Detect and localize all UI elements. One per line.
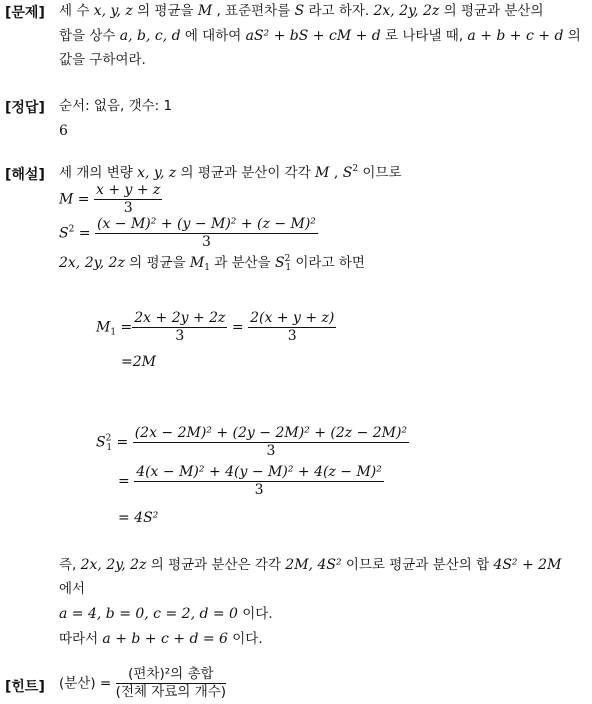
- problem-label: [문제]: [5, 5, 45, 21]
- variance-formula: $S^2$ = $\frac{\text{(x − M)² + (y − M)² + (z − M)²}}{3}$: [59, 216, 316, 250]
- answer-label: [정답]: [5, 100, 45, 116]
- conclusion-line-1: 즉, 2x, 2y, 2z 의 평균과 분산은 각각 2M, 4S² 이므로 평균과 분산의 합 4S² + 2M: [59, 557, 562, 573]
- hint-formula: (분산) = $\frac{\text{(편차)²의 총합}}{\text{(전체 자료의 개수)}}$: [59, 666, 227, 700]
- problem-line-3: 값을 구하여라.: [59, 52, 146, 68]
- problem-line-1: 세 수 x, y, z 의 평균을 M , 표준편차를 S 라고 하자. 2x, 2y, 2z 의 평균과 분산의: [59, 3, 544, 19]
- solution-label: [해설]: [5, 167, 45, 183]
- conclusion-line-4: 따라서 a + b + c + d = 6 이다.: [59, 631, 263, 647]
- m1-result: =2M: [121, 354, 156, 370]
- mean-formula: M = $\frac{x + y + z}{3}$: [59, 182, 161, 216]
- conclusion-line-2: 에서: [59, 581, 86, 597]
- m1-derivation: $M_1$ = $\frac{2x + 2y + 2z}{3}$ = $\frac{2(x + y + z)}{3}$: [96, 310, 335, 344]
- solution-new-vars-line: 2x, 2y, 2z 의 평균을 $M_1$ 과 분산을 $S^2_1$ 이라고 하면: [59, 254, 365, 273]
- conclusion-line-3: a = 4, b = 0, c = 2, d = 0 이다.: [59, 606, 273, 622]
- problem-line-2: 합을 상수 a, b, c, d 에 대하여 aS² + bS + cM + d 로 나타낼 때, a + b + c + d 의: [59, 28, 581, 44]
- answer-value: 6: [59, 123, 68, 139]
- s1-derivation-line1: $S^2_1$ = $\frac{\text{(2x − 2M)² + (2y − 2M)² + (2z − 2M)²}}{3}$: [96, 425, 408, 459]
- s1-derivation-line2: = $\frac{\text{4(x − M)² + 4(y − M)² + 4(z − M)²}}{3}$: [118, 464, 382, 498]
- s1-result: = 4S²: [118, 510, 159, 526]
- answer-line-1: 순서: 없음, 갯수: 1: [59, 98, 173, 114]
- solution-intro: 세 개의 변량 x, y, z 의 평균과 분산이 각각 M , $S^2$ 이므로: [59, 164, 402, 181]
- hint-label: [힌트]: [5, 679, 45, 695]
